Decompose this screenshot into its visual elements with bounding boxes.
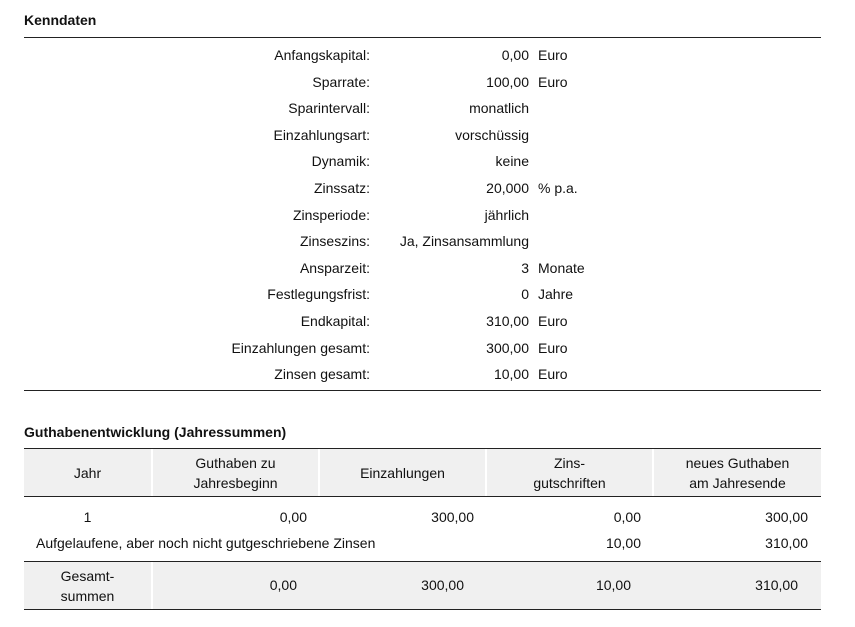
kenndaten-label: Zinssatz:: [313, 180, 370, 196]
kenndaten-label: Ansparzeit:: [299, 259, 370, 276]
cell-ende: 300,00: [765, 509, 808, 525]
totals-row: [24, 562, 821, 609]
pending-zinsen: 10,00: [605, 535, 641, 551]
kenndaten-unit: Euro: [538, 73, 568, 90]
kenndaten-bottom-rule: [24, 390, 821, 391]
kenndaten-unit: % p.a.: [538, 180, 578, 196]
kenndaten-label: Zinseszins:: [299, 233, 370, 250]
kenndaten-title: Kenndaten: [24, 12, 97, 28]
kenndaten-label: Einzahlungsart:: [273, 126, 370, 143]
kenndaten-unit: Monate: [538, 259, 585, 276]
totals-einzahlungen: 300,00: [421, 577, 464, 593]
kenndaten-value: 0: [521, 286, 529, 303]
kenndaten-top-rule: [24, 37, 821, 38]
kenndaten-value: Ja, Zinsansammlung: [399, 233, 529, 250]
kenndaten-label: Endkapital:: [300, 313, 370, 329]
kenndaten-unit: Euro: [538, 339, 568, 356]
header-jahr: Jahr: [73, 464, 102, 481]
kenndaten-value: keine: [495, 153, 529, 170]
pending-label: Aufgelaufene, aber noch nicht gutgeschriebene Zinsen: [36, 535, 376, 551]
table-bottom-rule: [24, 609, 821, 610]
kenndaten-label: Festlegungsfrist:: [267, 286, 370, 303]
guthaben-title: Guthabenentwicklung (Jahressummen): [24, 424, 287, 440]
cell-jahr: 1: [83, 509, 92, 525]
kenndaten-value: 3: [521, 259, 529, 276]
kenndaten-label: Dynamik:: [311, 153, 370, 170]
header-einzahlungen: Einzahlungen: [360, 464, 445, 481]
kenndaten-value: 10,00: [493, 366, 529, 383]
kenndaten-label: Sparintervall:: [288, 100, 370, 117]
kenndaten-unit: Euro: [538, 313, 568, 329]
totals-label: Gesamt- summen: [60, 567, 115, 604]
kenndaten-value: monatlich: [469, 100, 529, 117]
kenndaten-label: Zinsen gesamt:: [274, 366, 370, 383]
totals-beginn: 0,00: [269, 577, 297, 593]
kenndaten-unit: Jahre: [538, 286, 574, 303]
kenndaten-value: 100,00: [486, 73, 529, 90]
kenndaten-label: Sparrate:: [312, 73, 370, 90]
cell-einzahlungen: 300,00: [431, 509, 474, 525]
header-bottom-rule: [24, 496, 821, 497]
kenndaten-unit: Euro: [538, 366, 568, 383]
kenndaten-label: Zinsperiode:: [292, 206, 370, 223]
kenndaten-label: Anfangskapital:: [274, 47, 370, 63]
kenndaten-value: jährlich: [484, 206, 529, 223]
kenndaten-value: 0,00: [501, 47, 529, 63]
cell-zinsen: 0,00: [613, 509, 641, 525]
totals-zinsen: 10,00: [595, 577, 631, 593]
totals-divider: [151, 562, 153, 609]
totals-ende: 310,00: [755, 577, 798, 593]
kenndaten-value: 310,00: [486, 313, 529, 329]
header-guthaben-beginn: Guthaben zu Jahresbeginn: [193, 454, 278, 491]
kenndaten-label: Einzahlungen gesamt:: [231, 339, 370, 356]
kenndaten-value: 300,00: [486, 339, 529, 356]
header-zinsgutschriften: Zins- gutschriften: [533, 454, 606, 491]
header-neues-guthaben: neues Guthaben am Jahresende: [685, 454, 790, 491]
pending-ende: 310,00: [765, 535, 808, 551]
kenndaten-unit: Euro: [538, 47, 568, 63]
kenndaten-value: 20,000: [486, 180, 529, 196]
kenndaten-value: vorschüssig: [455, 126, 529, 143]
table-header: [24, 449, 821, 496]
cell-beginn: 0,00: [279, 509, 307, 525]
